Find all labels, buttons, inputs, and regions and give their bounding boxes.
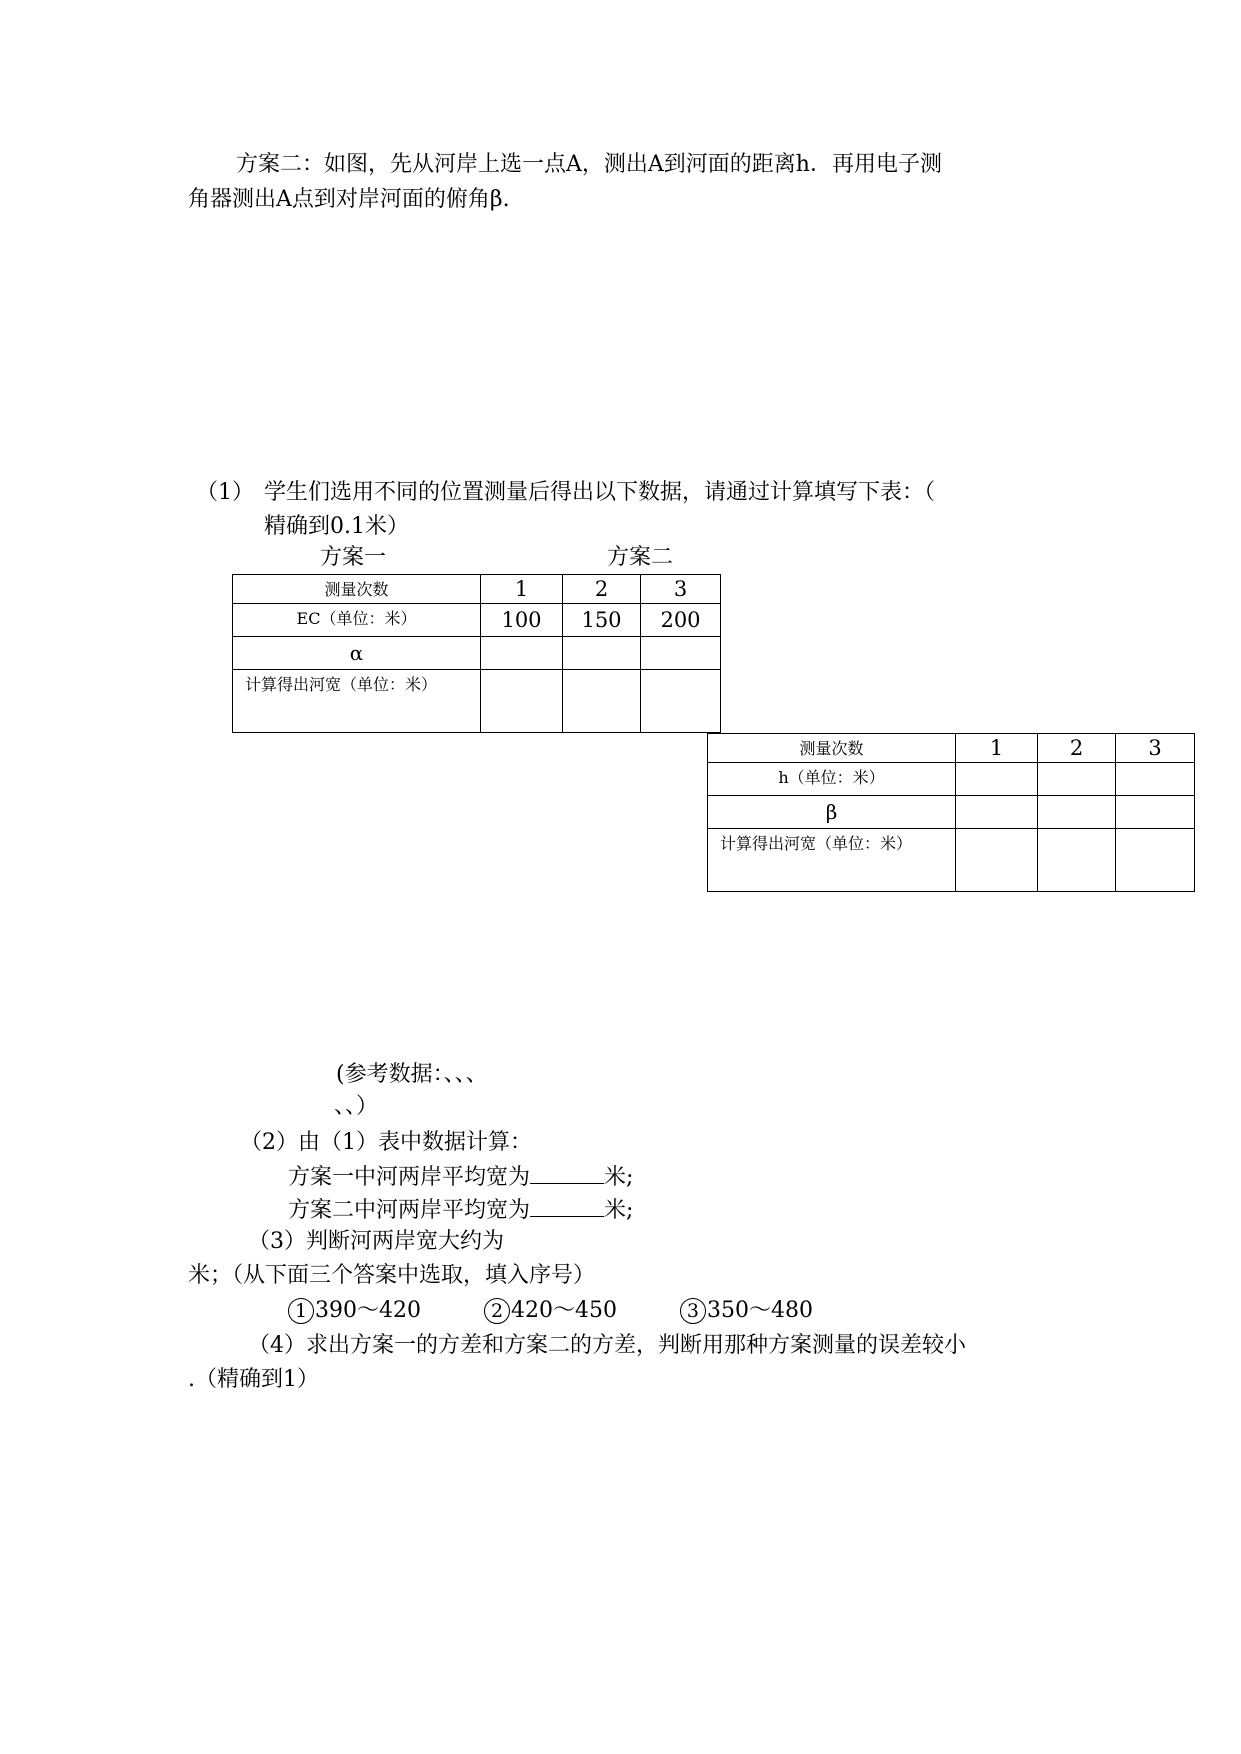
q2-line-1-label: 方案一中河两岸平均宽为 (288, 1165, 531, 1190)
q2-line-1 (288, 1161, 633, 1193)
header-cell: 1 (956, 734, 1038, 763)
row-label: h（单位：米） (708, 763, 956, 796)
row-label: 计算得出河宽（单位：米） (233, 670, 481, 733)
plan-two-label: 方案二 (607, 545, 674, 570)
intro-line-2: 角器测出A点到对岸河面的俯角β. (188, 187, 510, 212)
q3-title: （3）判断河两岸宽大约为 (248, 1229, 504, 1254)
q1-text: 学生们选用不同的位置测量后得出以下数据，请通过计算填写下表：（ (264, 480, 936, 505)
q2-line-2-label: 方案二中河两岸平均宽为 (288, 1198, 531, 1223)
ec-value: 150 (563, 604, 641, 637)
row-label: α (233, 637, 481, 670)
answer-cell[interactable] (956, 763, 1038, 796)
table-row (708, 763, 1195, 796)
plan-two-table (707, 733, 1195, 892)
answer-cell[interactable] (956, 796, 1038, 829)
intro-line-1: 方案二：如图，先从河岸上选一点A，测出A到河面的距离h．再用电子测 (236, 152, 942, 177)
reference-data-line-1: (参考数据：、、、 (336, 1062, 488, 1087)
row-label: EC（单位：米） (233, 604, 481, 637)
q3-options (288, 1296, 813, 1326)
option-text: 420～450 (510, 1298, 617, 1323)
unit-label: 米; (604, 1165, 634, 1190)
table-row (708, 796, 1195, 829)
answer-blank[interactable] (530, 1194, 604, 1217)
table-row (233, 604, 721, 637)
header-cell: 1 (481, 575, 563, 604)
header-cell: 2 (1038, 734, 1116, 763)
header-cell: 3 (641, 575, 721, 604)
answer-cell[interactable] (641, 637, 721, 670)
answer-cell[interactable] (563, 670, 641, 733)
q4-line-2: .（精确到1） (188, 1367, 319, 1392)
answer-cell[interactable] (1116, 763, 1195, 796)
answer-cell[interactable] (1116, 796, 1195, 829)
q4-line-1: （4）求出方案一的方差和方案二的方差，判断用那种方案测量的误差较小 (248, 1333, 966, 1358)
answer-cell[interactable] (1116, 829, 1195, 892)
row-label: 计算得出河宽（单位：米） (708, 829, 956, 892)
header-cell: 2 (563, 575, 641, 604)
table-row (233, 637, 721, 670)
q1-text-2: 精确到0.1米） (264, 514, 409, 539)
option-2 (484, 1298, 617, 1323)
table-row (233, 670, 721, 733)
ec-value: 200 (641, 604, 721, 637)
q2-line-2 (288, 1194, 633, 1226)
answer-cell[interactable] (1038, 763, 1116, 796)
row-label: 测量次数 (708, 734, 956, 763)
circled-number-3: 3 (680, 1298, 706, 1324)
answer-cell[interactable] (481, 670, 563, 733)
plan-one-table (232, 574, 721, 733)
header-cell: 3 (1116, 734, 1195, 763)
answer-cell[interactable] (956, 829, 1038, 892)
table-row (708, 829, 1195, 892)
answer-cell[interactable] (481, 637, 563, 670)
row-label: 测量次数 (233, 575, 481, 604)
answer-cell[interactable] (1038, 796, 1116, 829)
row-label: β (708, 796, 956, 829)
answer-cell[interactable] (1038, 829, 1116, 892)
ec-value: 100 (481, 604, 563, 637)
option-text: 390～420 (315, 1298, 421, 1323)
answer-cell[interactable] (563, 637, 641, 670)
table-row (233, 575, 721, 604)
q1-number: （1） (196, 480, 254, 505)
option-text: 350～480 (706, 1298, 813, 1323)
unit-label: 米; (604, 1198, 634, 1223)
answer-cell[interactable] (641, 670, 721, 733)
circled-number-2: 2 (484, 1298, 510, 1324)
plan-one-label: 方案一 (320, 545, 387, 570)
option-1 (288, 1298, 421, 1323)
reference-data-line-2: 、、） (334, 1094, 379, 1119)
q3-line-2: 米；（从下面三个答案中选取，填入序号） (188, 1263, 596, 1288)
table-row (708, 734, 1195, 763)
circled-number-1: 1 (288, 1298, 314, 1324)
q2-title: （2）由（1）表中数据计算： (240, 1130, 532, 1155)
answer-blank[interactable] (530, 1161, 604, 1184)
option-3 (680, 1298, 813, 1323)
